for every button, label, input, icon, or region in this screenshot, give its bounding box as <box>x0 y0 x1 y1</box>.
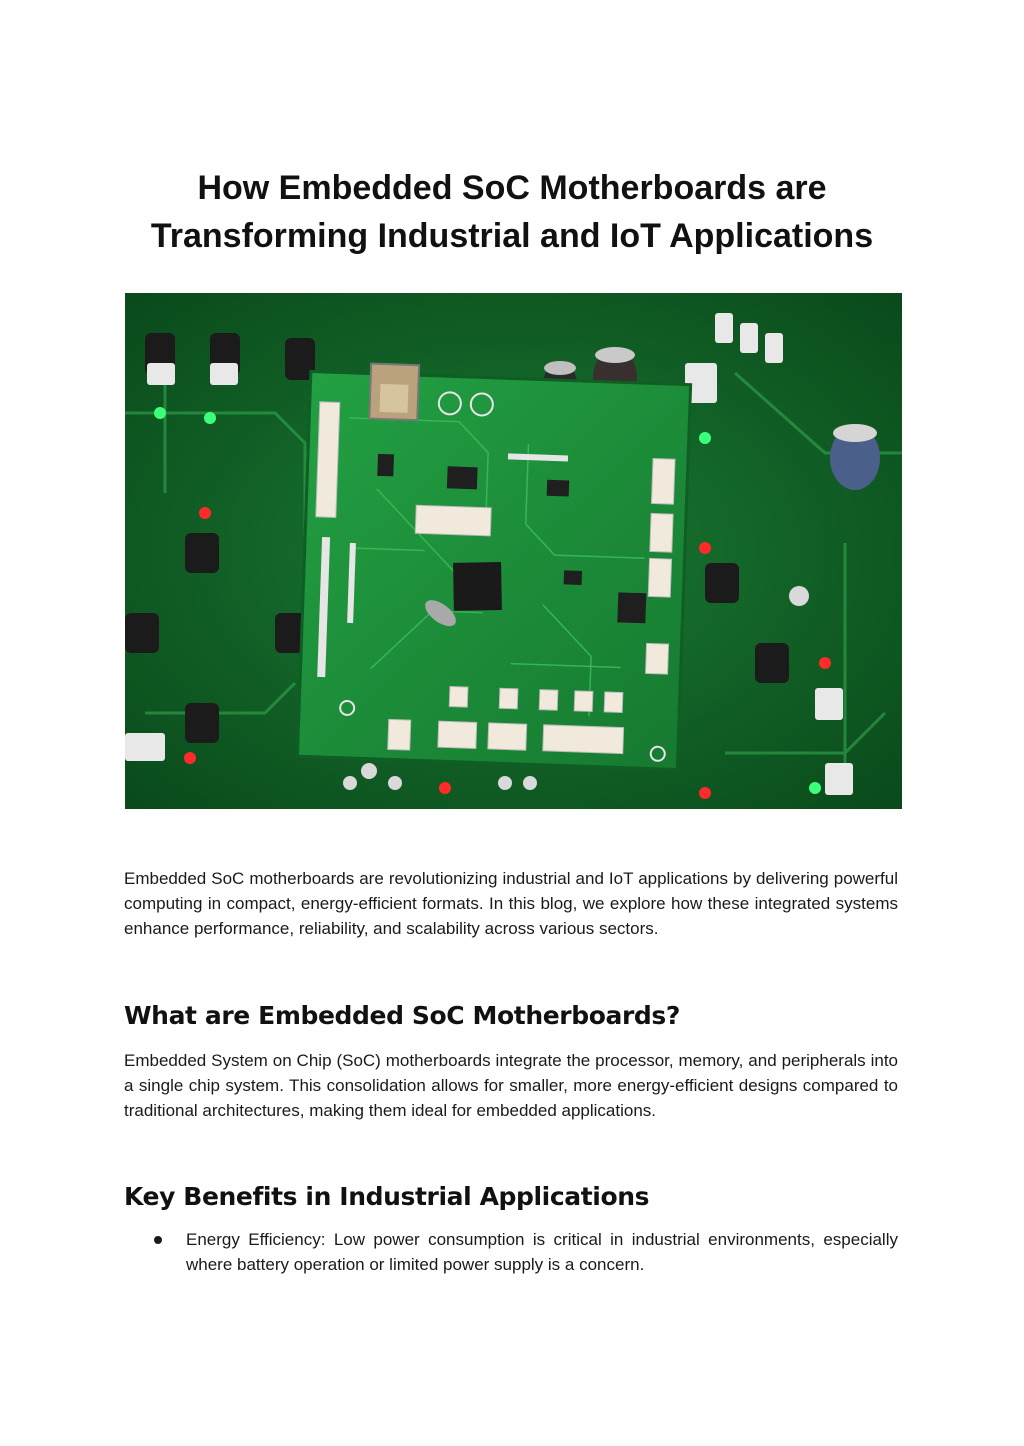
bullet-icon <box>154 1236 162 1244</box>
list-item <box>124 1227 898 1277</box>
page-title <box>100 164 924 260</box>
hero-image-circuit-board <box>125 293 902 809</box>
section-heading-what-are: What are Embedded SoC Motherboards? <box>124 1001 680 1030</box>
bullet-text: Energy Efficiency: Low power consumption is critical in industrial environments, especially where battery operation or limited power supply is a concern. <box>186 1230 898 1274</box>
title-line-2: Transforming Industrial and IoT Applications <box>150 217 874 255</box>
section-heading-key-benefits: Key Benefits in Industrial Applications <box>124 1182 650 1211</box>
benefits-list <box>124 1227 898 1277</box>
intro-paragraph: Embedded SoC motherboards are revolutionizing industrial and IoT applications by delivering powerful computing in compact, energy-efficient formats. In this blog, we explore how these integrated systems enhance performance, reliability, and scalability across various sectors. <box>124 869 898 938</box>
title-line-1: How Embedded SoC Motherboards are <box>197 169 827 207</box>
section-body-what-are: Embedded System on Chip (SoC) motherboards integrate the processor, memory, and peripherals into a single chip system. This consolidation allows for smaller, more energy-efficient designs compared to traditional architectures, making them ideal for embedded applications. <box>124 1051 898 1120</box>
